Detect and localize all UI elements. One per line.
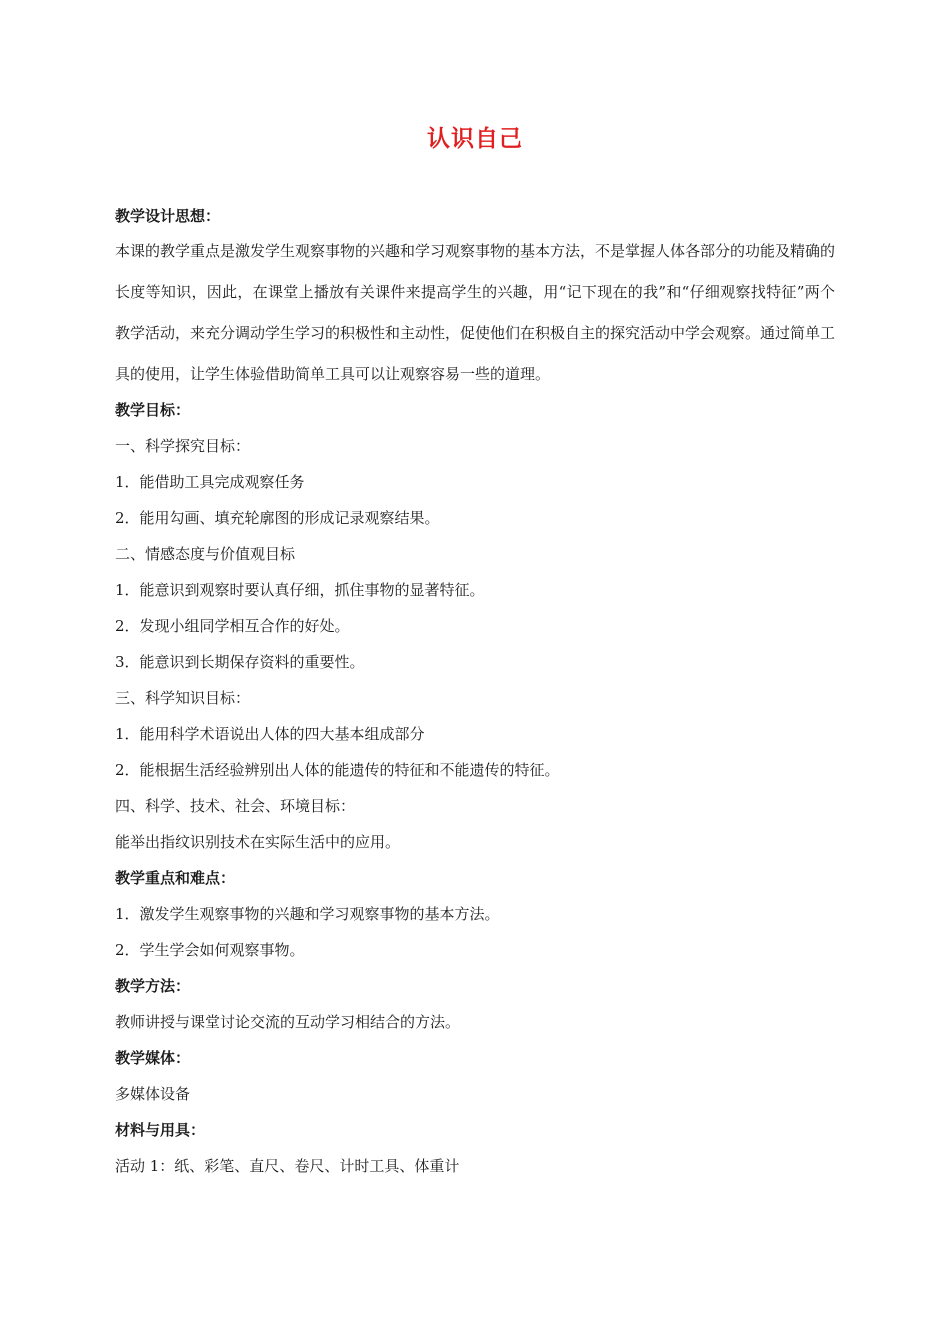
goal-3-item-1: 1．能用科学术语说出人体的四大基本组成部分 <box>115 725 425 743</box>
materials-text: 活动 1：纸、彩笔、直尺、卷尺、计时工具、体重计 <box>115 1157 460 1175</box>
goal-1-item-1: 1．能借助工具完成观察任务 <box>115 473 305 491</box>
goal-2-item-3: 3．能意识到长期保存资料的重要性。 <box>115 653 365 671</box>
media-heading: 教学媒体： <box>115 1049 191 1067</box>
key-points-heading: 教学重点和难点： <box>115 869 236 887</box>
goal-3-item-2: 2．能根据生活经验辨别出人体的能遗传的特征和不能遗传的特征。 <box>115 761 560 779</box>
method-heading: 教学方法： <box>115 977 191 995</box>
goal-section-3-title: 三、科学知识目标： <box>115 689 251 707</box>
method-text: 教师讲授与课堂讨论交流的互动学习相结合的方法。 <box>115 1013 461 1031</box>
media-text: 多媒体设备 <box>115 1085 191 1103</box>
page-title: 认识自己 <box>427 126 523 152</box>
design-paragraph: 本课的教学重点是激发学生观察事物的兴趣和学习观察事物的基本方法，不是掌握人体各部分的功能及精确的长度等知识，因此，在课堂上播放有关课件来提高学生的兴趣，用“记下现在的我”和“仔细观察找特征”两个教学活动，来充分调动学生学习的积极性和主动性，促使他们在积极自主的探究活动中学会观察。通过简单工具的使用，让学生体验借助简单工具可以让观察容易一些的道理。 <box>115 242 836 383</box>
key-point-item-2: 2．学生学会如何观察事物。 <box>115 941 305 959</box>
goal-section-1-title: 一、科学探究目标： <box>115 437 251 455</box>
design-heading: 教学设计思想： <box>115 207 221 225</box>
document-body <box>115 198 835 1184</box>
goals-heading: 教学目标： <box>115 401 191 419</box>
goal-section-2-title: 二、情感态度与价值观目标 <box>115 545 296 563</box>
goal-4-text: 能举出指纹识别技术在实际生活中的应用。 <box>115 833 401 851</box>
goal-section-4-title: 四、科学、技术、社会、环境目标： <box>115 797 356 815</box>
goal-1-item-2: 2．能用勾画、填充轮廓图的形成记录观察结果。 <box>115 509 440 527</box>
materials-heading: 材料与用具： <box>115 1121 206 1139</box>
goal-2-item-2: 2．发现小组同学相互合作的好处。 <box>115 617 350 635</box>
key-point-item-1: 1．激发学生观察事物的兴趣和学习观察事物的基本方法。 <box>115 905 500 923</box>
goal-2-item-1: 1．能意识到观察时要认真仔细，抓住事物的显著特征。 <box>115 581 485 599</box>
